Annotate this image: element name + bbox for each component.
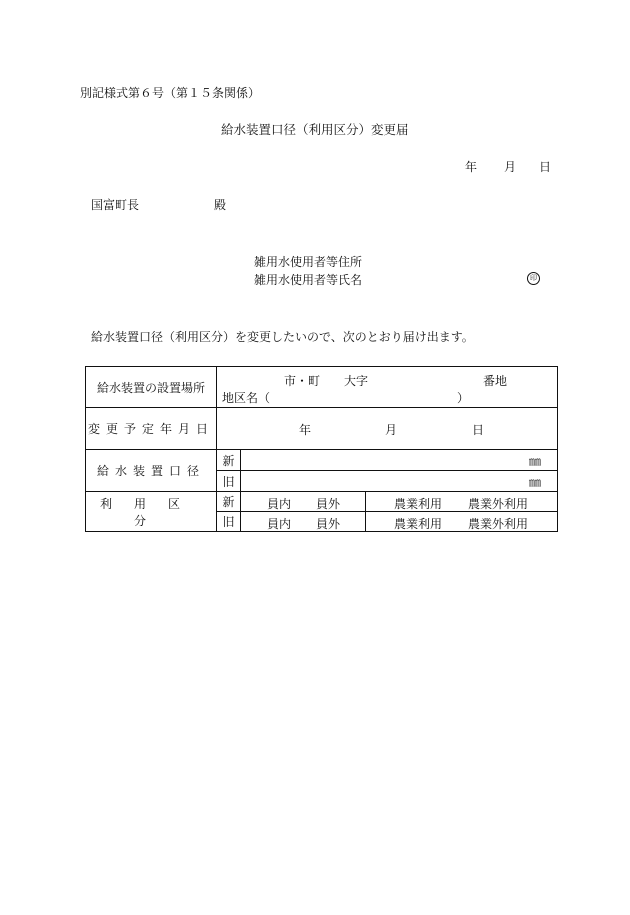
location-city-town: 市・町 [284, 374, 321, 388]
usage-new-agri: 農業利用 [394, 497, 443, 511]
planned-date-month: 月 [385, 423, 398, 437]
addressee-honorific: 殿 [214, 198, 227, 212]
usage-new-label: 新 [217, 492, 241, 512]
usage-new-out-member: 員外 [316, 497, 341, 511]
planned-date-label: 変更予定年月日 [86, 408, 217, 450]
seal-icon: 印 [527, 272, 540, 285]
location-banchi: 番地 [483, 374, 508, 388]
diameter-old-label: 旧 [217, 471, 241, 492]
usage-new-membership[interactable] [241, 492, 366, 512]
diameter-label: 給水装置口径 [86, 450, 217, 492]
location-field[interactable] [217, 367, 558, 408]
applicant-name-label: 雑用水使用者等氏名 [254, 273, 363, 287]
table-row-planned-date [86, 408, 558, 450]
usage-new-non-agri: 農業外利用 [468, 497, 529, 511]
addressee-name: 国富町長 [91, 198, 140, 212]
location-district-close: ） [457, 391, 470, 405]
usage-old-agriculture[interactable] [366, 512, 558, 532]
table-row-diameter-new [86, 450, 558, 471]
usage-old-membership[interactable] [241, 512, 366, 532]
submission-date-month: 月 [504, 160, 517, 174]
usage-old-in-member: 員内 [267, 517, 292, 531]
applicant-address-label: 雑用水使用者等住所 [254, 255, 363, 269]
table-row-usage-new [86, 492, 558, 512]
planned-date-year: 年 [299, 423, 312, 437]
location-oaza: 大字 [344, 374, 369, 388]
document-title: 給水装置口径（利用区分）変更届 [221, 122, 409, 137]
diameter-new-field[interactable]: ㎜ [241, 450, 558, 471]
usage-old-agri: 農業利用 [394, 517, 443, 531]
diameter-old-field[interactable]: ㎜ [241, 471, 558, 492]
form-number-label: 別記様式第６号（第１５条関係） [80, 86, 261, 100]
location-label: 給水装置の設置場所 [86, 367, 217, 408]
usage-old-label: 旧 [217, 512, 241, 532]
submission-date-day: 日 [539, 160, 552, 174]
usage-old-non-agri: 農業外利用 [468, 517, 529, 531]
submission-date-year: 年 [465, 160, 478, 174]
planned-date-field[interactable] [217, 408, 558, 450]
planned-date-day: 日 [472, 423, 485, 437]
usage-new-in-member: 員内 [267, 497, 292, 511]
table-row-location [86, 367, 558, 408]
request-statement: 給水装置口径（利用区分）を変更したいので、次のとおり届け出ます。 [91, 330, 474, 344]
usage-label: 利用区分 [86, 492, 217, 532]
form-table [85, 366, 558, 532]
location-district-label: 地区名（ [222, 391, 271, 405]
usage-new-agriculture[interactable] [366, 492, 558, 512]
usage-old-out-member: 員外 [316, 517, 341, 531]
diameter-new-label: 新 [217, 450, 241, 471]
